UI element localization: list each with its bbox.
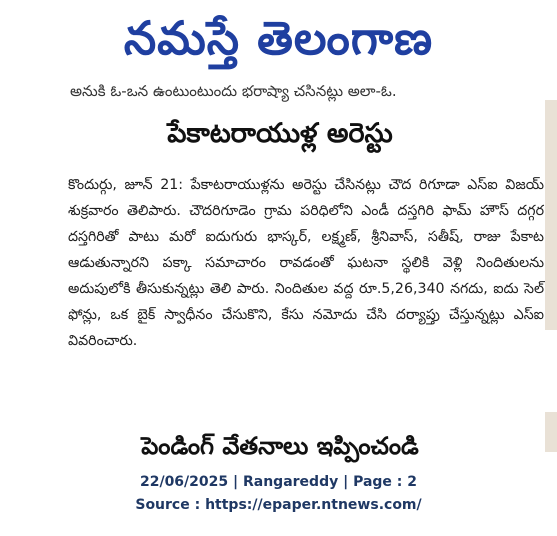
newspaper-masthead: [0, 0, 557, 88]
previous-article-cutoff-text: అనుకి ఓ-ఒన ఉంటుంటుందు భరాష్యా చసినట్లు అలా-ఓ.: [70, 82, 397, 100]
footer-source-link[interactable]: Source : https://epaper.ntnews.com/: [135, 497, 422, 513]
article-headline: పేకాటరాయుళ్ల అరెస్టు: [167, 118, 393, 149]
next-article-headline-cutoff: పెండింగ్ వేతనాలు ఇప్పించండి: [141, 432, 419, 460]
footer-date-edition-page: 22/06/2025 | Rangareddy | Page : 2: [139, 474, 418, 490]
adjacent-page-edge-lower: [545, 412, 557, 452]
next-article-cutoff: [80, 432, 480, 460]
masthead-logo-text: నమస్తే తెలంగాణ: [123, 11, 434, 65]
adjacent-page-edge: [545, 100, 557, 330]
previous-article-cutoff: [70, 82, 490, 106]
article-body: కొందుర్గు, జూన్ 21: పేకాటరాయుళ్లను అరెస్టు చేసినట్లు చౌద రిగూడా ఎస్ఐ విజయ్ శుక్రవారం తెలిపారు. చౌదరిగూడెం గ్రామ పరిధిలోని ఎండీ దస్తగిరి ఫామ్ హౌస్ దగ్గర దస్తగిరితో పాటు మరో ఐదుగురు భాస్కర్, లక్ష్మణ్, శ్రీనివాస్, సతీష్, రాజు పేకాట ఆడుతున్నారని పక్కా సమాచారం రావడంతో ఘటనా స్థలికి వెళ్లి నిందితులను అదుపులోకి తీసుకున్నట్లు తెలి పారు. నిందితుల వద్ద రూ.5,26,340 నగదు, ఐదు సెల్ ఫోన్లు, ఒక బైక్ స్వాధీనం చేసుకొని, కేసు నమోదు చేసి దర్యాప్తు చేస్తున్నట్లు ఎస్ఐ వివరించారు.: [68, 177, 544, 349]
